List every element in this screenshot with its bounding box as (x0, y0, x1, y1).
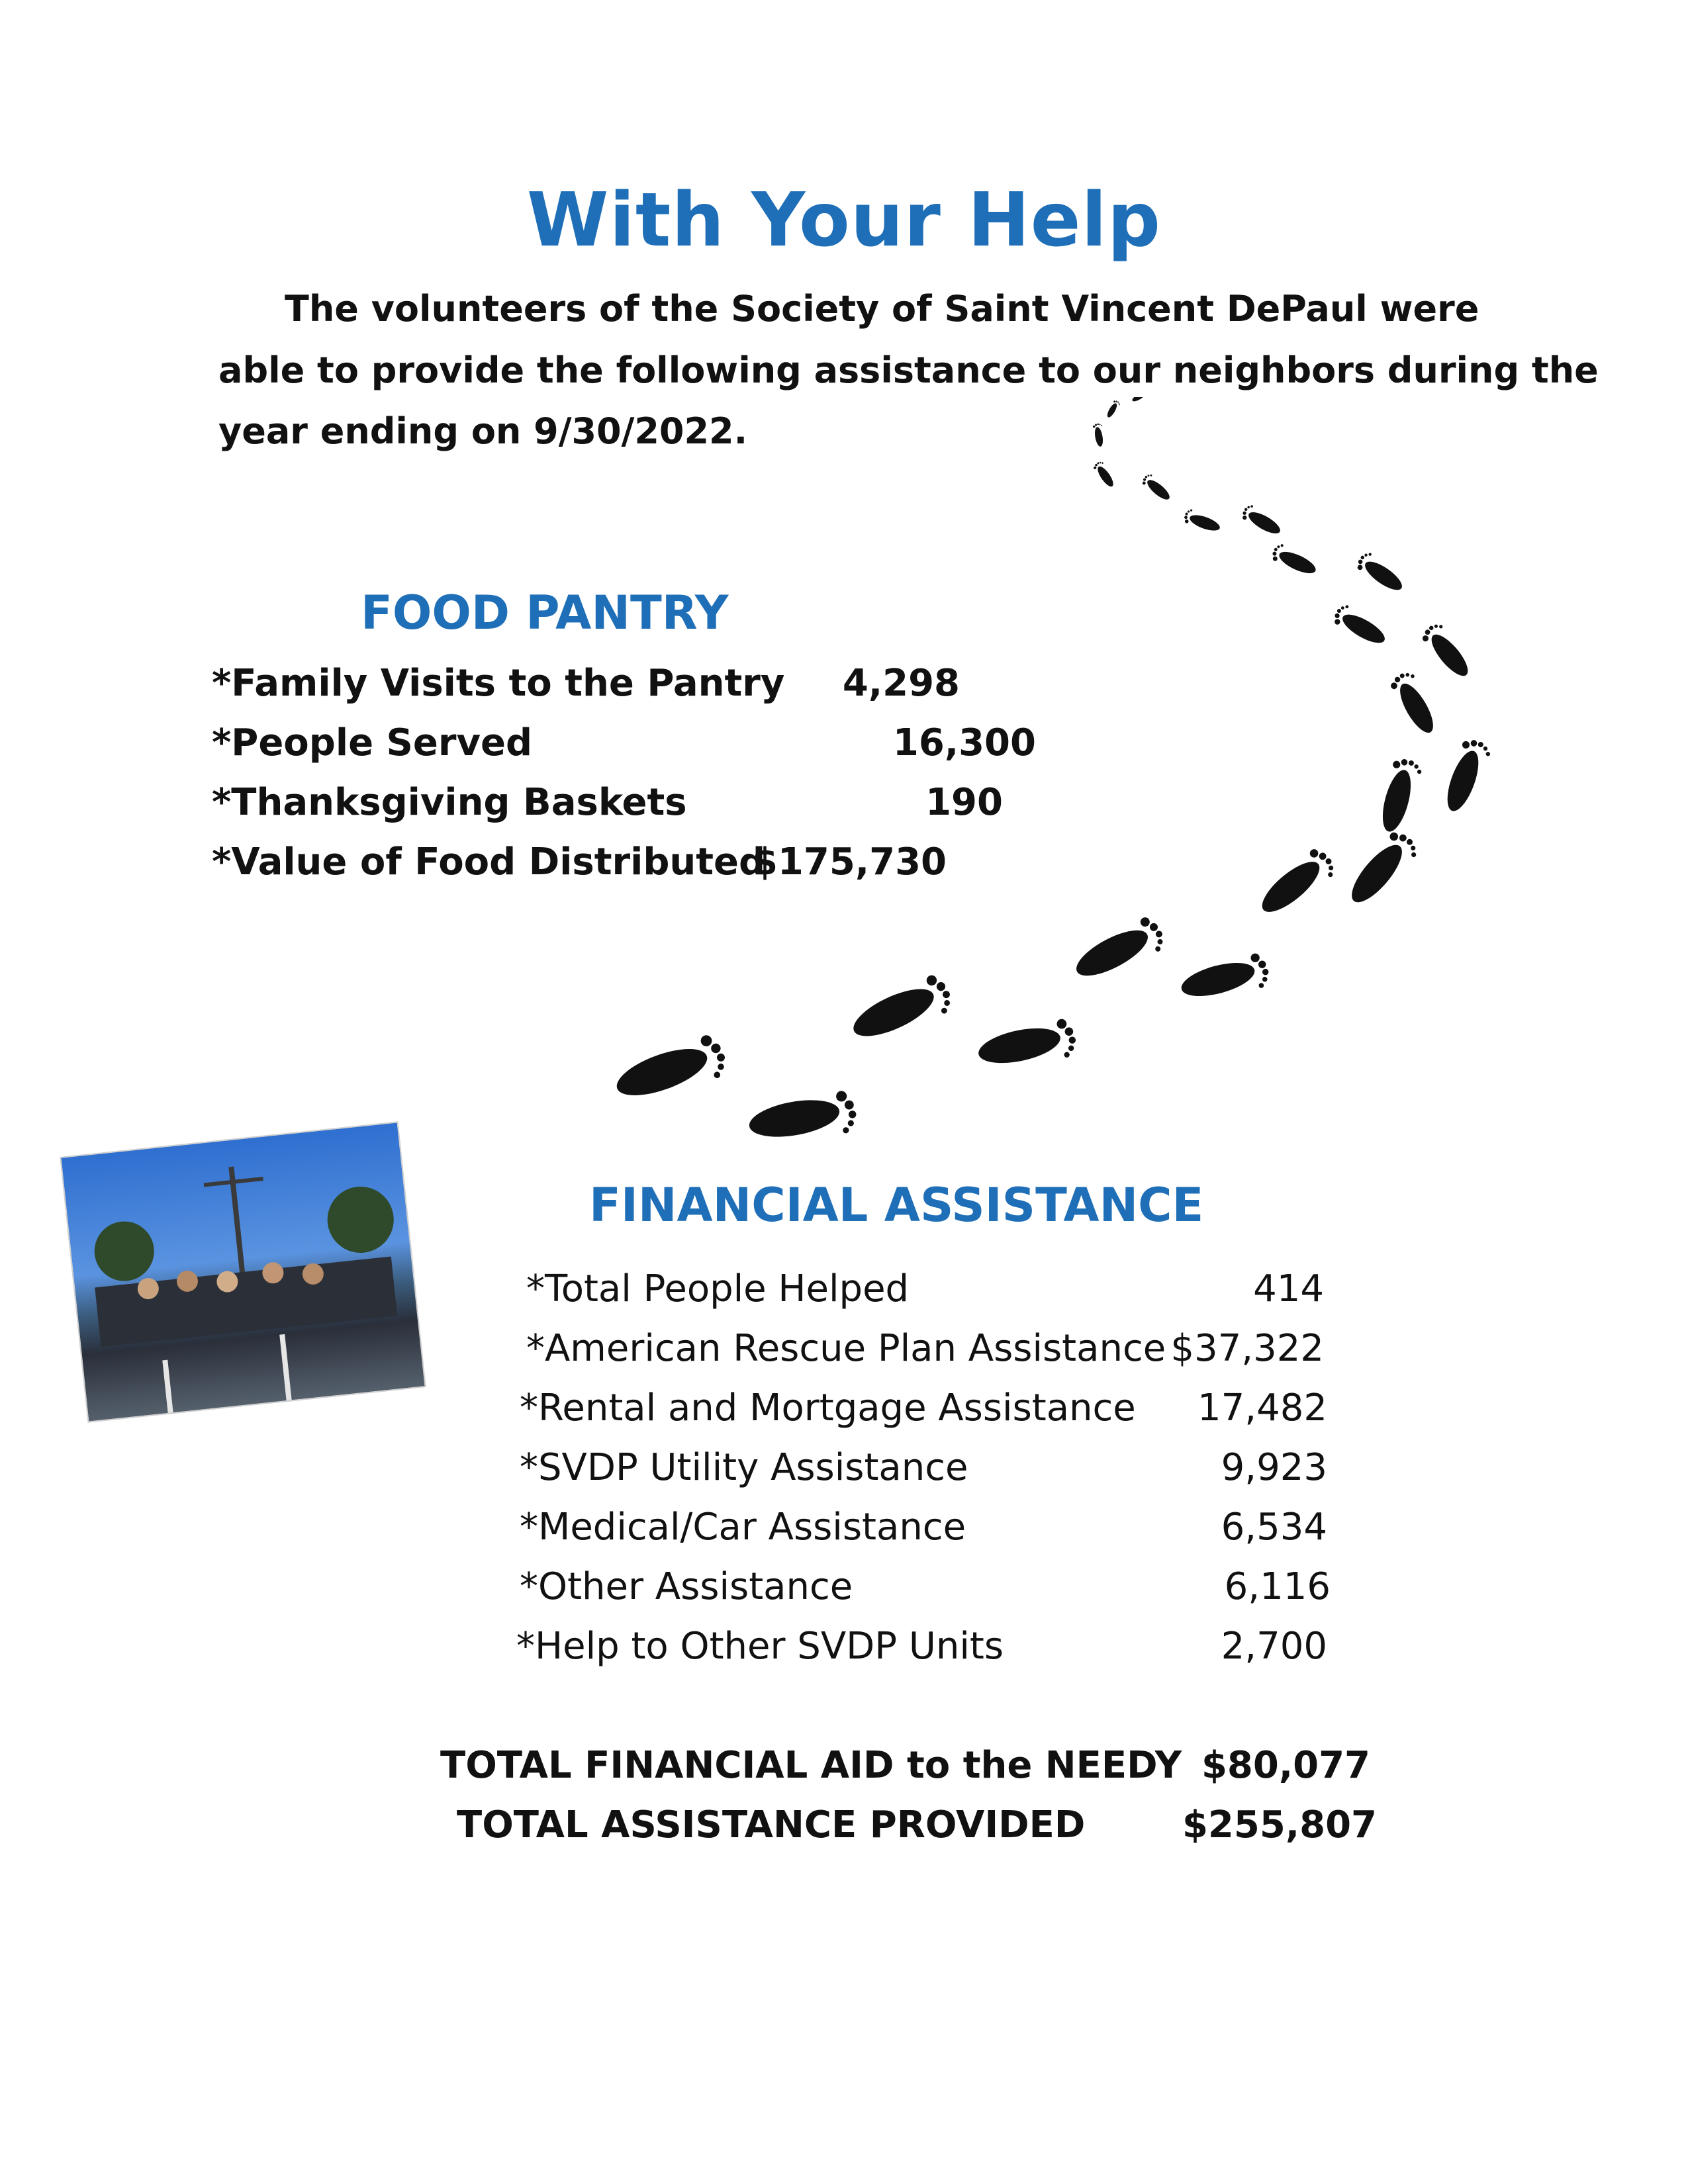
footprint (1182, 508, 1223, 534)
footprint (610, 1032, 731, 1112)
financial-value: 17,482 (1197, 1387, 1327, 1430)
volunteers-photo (60, 1121, 426, 1423)
page-title: With Your Help (526, 177, 1162, 263)
intro-line-1: The volunteers of the Society of Saint Vincent DePaul were (285, 288, 1479, 330)
intro-line-2: able to provide the following assistance to our neighbors during the (218, 349, 1599, 391)
food-pantry-label: *Thanksgiving Baskets (212, 781, 687, 824)
financial-value: 9,923 (1221, 1446, 1327, 1489)
footprint (1131, 397, 1149, 404)
intro-line-3: year ending on 9/30/2022. (218, 410, 748, 452)
financial-label: *Total People Helped (526, 1267, 910, 1310)
footprint (1105, 399, 1121, 419)
financial-value: 2,700 (1221, 1625, 1327, 1668)
financial-assistance-heading: FINANCIAL ASSISTANCE (589, 1178, 1204, 1232)
financial-label: *Rental and Mortgage Assistance (520, 1387, 1136, 1430)
food-pantry-value: 4,298 (842, 662, 960, 705)
financial-label: *Help to Other SVDP Units (516, 1625, 1004, 1668)
footprint (1440, 736, 1493, 816)
financial-label: *Medical/Car Assistance (520, 1506, 966, 1549)
footprint (1387, 668, 1442, 738)
footprint (1270, 542, 1320, 578)
food-pantry-heading: FOOD PANTRY (361, 586, 729, 640)
total-value: $80,077 (1201, 1744, 1370, 1787)
financial-label: *Other Assistance (520, 1565, 853, 1608)
footprint (975, 1017, 1079, 1075)
footprint (1376, 756, 1423, 836)
food-pantry-label: *Value of Food Distributed (212, 841, 766, 884)
food-pantry-value: $175,730 (751, 841, 947, 884)
total-value: $255,807 (1182, 1803, 1377, 1846)
total-label: TOTAL ASSISTANCE PROVIDED (457, 1803, 1086, 1846)
footprint (847, 971, 957, 1051)
financial-value: 414 (1253, 1267, 1324, 1310)
footprint (1254, 844, 1340, 924)
total-label: TOTAL FINANCIAL AID to the NEEDY (440, 1744, 1182, 1787)
financial-value: 6,116 (1224, 1565, 1331, 1608)
footprint (746, 1089, 859, 1150)
food-pantry-label: *Family Visits to the Pantry (212, 662, 785, 705)
financial-value: 6,534 (1221, 1506, 1327, 1549)
footprint (1342, 827, 1422, 913)
footprint (1354, 549, 1408, 596)
food-pantry-label: *People Served (212, 721, 533, 764)
footprint (1141, 472, 1174, 503)
food-pantry-value: 190 (925, 781, 1003, 824)
financial-value: $37,322 (1170, 1327, 1324, 1370)
financial-label: *American Rescue Plan Assistance (526, 1327, 1166, 1370)
footprint (1178, 951, 1272, 1008)
financial-label: *SVDP Utility Assistance (520, 1446, 968, 1489)
footprint (1331, 602, 1390, 649)
footprint-trail-icon (543, 397, 1503, 1158)
footprint (1240, 503, 1285, 539)
footprint (1092, 423, 1105, 447)
food-pantry-value: 16,300 (892, 721, 1036, 764)
footprint (1419, 620, 1477, 682)
footprint (1092, 460, 1117, 489)
footprint (1069, 913, 1169, 990)
